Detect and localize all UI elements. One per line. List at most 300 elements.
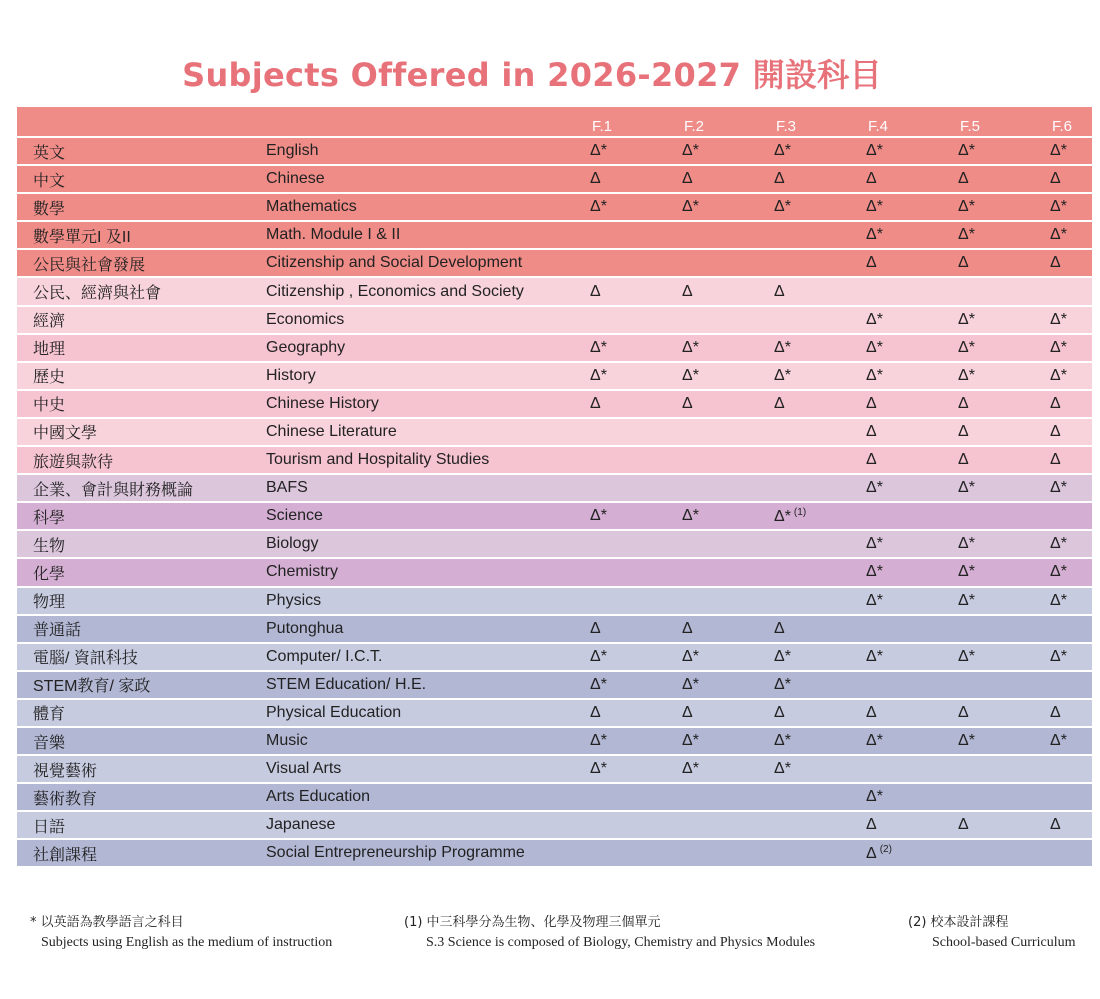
grade-header: F.5 — [958, 107, 1050, 137]
offering-mark — [774, 474, 866, 502]
offering-mark — [774, 727, 866, 755]
offering-mark — [866, 727, 958, 755]
subject-row — [17, 615, 1092, 643]
offering-mark-text: Δ* — [958, 563, 975, 581]
offering-mark — [866, 362, 958, 390]
offering-mark-text: Δ* — [590, 675, 607, 693]
subject-row — [17, 587, 1092, 615]
offering-mark-text: Δ* — [682, 338, 699, 356]
offering-mark — [866, 643, 958, 671]
offering-mark-text: Δ* — [590, 338, 607, 356]
subject-row — [17, 558, 1092, 586]
offering-mark — [590, 249, 682, 277]
offering-mark — [866, 615, 958, 643]
offering-mark — [590, 474, 682, 502]
offering-mark — [958, 755, 1050, 783]
offering-mark — [958, 783, 1050, 811]
subject-row — [17, 671, 1092, 699]
offering-mark — [866, 137, 958, 165]
offering-mark — [866, 221, 958, 249]
offering-mark — [958, 362, 1050, 390]
offering-mark — [590, 839, 682, 867]
offering-mark — [590, 165, 682, 193]
offering-mark-text: Δ* — [866, 535, 883, 553]
offering-mark-text: Δ* — [958, 647, 975, 665]
subject-name-zh: 體育 — [17, 699, 266, 727]
grade-header: F.3 — [774, 107, 866, 137]
offering-mark — [774, 811, 866, 839]
page-title: Subjects Offered in 2026-2027 開設科目 — [182, 56, 882, 94]
offering-mark-text: Δ — [590, 394, 601, 412]
offering-mark — [1050, 699, 1092, 727]
offering-mark-text: Δ* — [866, 479, 883, 497]
subject-name-zh: 企業、會計與財務概論 — [17, 474, 266, 502]
offering-mark — [682, 277, 774, 305]
offering-mark-text: Δ* — [1050, 310, 1067, 328]
offering-mark-text: Δ* — [958, 535, 975, 553]
offering-mark-text: Δ — [1050, 451, 1061, 469]
offering-mark-text: Δ* — [866, 198, 883, 216]
footnote-zh: * 以英語為教學語言之科目 — [30, 915, 184, 930]
subject-name-en: Physics — [266, 587, 590, 615]
offering-mark — [682, 727, 774, 755]
offering-mark — [590, 671, 682, 699]
subject-name-zh: 公民、經濟與社會 — [17, 277, 266, 305]
offering-mark-text: Δ — [1050, 703, 1061, 721]
offering-mark — [866, 193, 958, 221]
subject-name-en: Tourism and Hospitality Studies — [266, 446, 590, 474]
subject-name-zh: 物理 — [17, 587, 266, 615]
offering-mark — [774, 249, 866, 277]
footnote-english-medium — [30, 913, 332, 953]
offering-mark — [682, 558, 774, 586]
offering-mark — [1050, 643, 1092, 671]
offering-mark — [590, 193, 682, 221]
offering-mark-text: Δ — [958, 422, 969, 440]
subject-name-en: Mathematics — [266, 193, 590, 221]
subject-row — [17, 474, 1092, 502]
offering-mark — [1050, 334, 1092, 362]
offering-mark — [682, 839, 774, 867]
offering-mark — [682, 418, 774, 446]
subject-row — [17, 277, 1092, 305]
offering-mark-text: Δ* — [866, 732, 883, 750]
subject-name-zh: 視覺藝術 — [17, 755, 266, 783]
offering-mark-text: Δ* — [866, 647, 883, 665]
offering-mark-text: Δ — [590, 619, 601, 637]
offering-mark — [1050, 249, 1092, 277]
offering-mark — [958, 334, 1050, 362]
offering-mark — [682, 446, 774, 474]
offering-mark-text: Δ* — [682, 366, 699, 384]
subject-name-en: Economics — [266, 306, 590, 334]
offering-mark — [958, 558, 1050, 586]
offering-mark — [1050, 839, 1092, 867]
offering-mark — [866, 474, 958, 502]
subject-name-en: Math. Module I & II — [266, 221, 590, 249]
subject-name-zh: 電腦/ 資訊科技 — [17, 643, 266, 671]
offering-mark-text: Δ — [774, 619, 785, 637]
subject-row — [17, 502, 1092, 530]
offering-mark — [958, 811, 1050, 839]
subject-row — [17, 727, 1092, 755]
offering-mark — [590, 783, 682, 811]
offering-mark-text: Δ* — [866, 591, 883, 609]
offering-mark — [1050, 277, 1092, 305]
offering-mark-text: Δ* — [682, 675, 699, 693]
offering-mark-text: Δ* — [590, 760, 607, 778]
subject-row — [17, 811, 1092, 839]
offering-mark — [590, 699, 682, 727]
offering-mark — [1050, 671, 1092, 699]
offering-mark — [774, 193, 866, 221]
offering-mark — [590, 502, 682, 530]
offering-mark — [682, 530, 774, 558]
offering-mark-text: Δ* — [774, 338, 791, 356]
subject-name-zh: 化學 — [17, 558, 266, 586]
subject-name-en: Chinese Literature — [266, 418, 590, 446]
offering-mark — [682, 699, 774, 727]
offering-mark — [866, 671, 958, 699]
offering-mark-text: Δ — [682, 170, 693, 188]
offering-mark — [1050, 587, 1092, 615]
offering-mark — [774, 362, 866, 390]
subject-name-zh: 中國文學 — [17, 418, 266, 446]
offering-mark — [590, 446, 682, 474]
subject-name-en: Biology — [266, 530, 590, 558]
subject-name-zh: 日語 — [17, 811, 266, 839]
subject-name-zh: 歷史 — [17, 362, 266, 390]
offering-mark-text: Δ* — [682, 647, 699, 665]
offering-mark — [1050, 418, 1092, 446]
subject-name-zh: 普通話 — [17, 615, 266, 643]
offering-mark-text: Δ — [774, 170, 785, 188]
offering-mark — [774, 165, 866, 193]
subjects-table — [17, 107, 1092, 868]
offering-mark — [774, 446, 866, 474]
subject-row — [17, 221, 1092, 249]
offering-mark — [958, 699, 1050, 727]
offering-mark — [590, 587, 682, 615]
offering-mark — [682, 615, 774, 643]
offering-mark — [958, 587, 1050, 615]
subject-name-en: Chinese History — [266, 390, 590, 418]
offering-mark — [1050, 811, 1092, 839]
offering-mark-text: Δ — [958, 816, 969, 834]
offering-mark — [1050, 783, 1092, 811]
offering-mark — [682, 502, 774, 530]
offering-mark — [682, 671, 774, 699]
offering-mark — [682, 755, 774, 783]
subject-row — [17, 783, 1092, 811]
offering-mark — [590, 615, 682, 643]
offering-mark-text: Δ* — [682, 760, 699, 778]
offering-mark — [682, 811, 774, 839]
offering-mark — [866, 811, 958, 839]
offering-mark-text: Δ* — [1050, 338, 1067, 356]
subject-row — [17, 839, 1092, 867]
subject-row — [17, 362, 1092, 390]
subject-name-en: Physical Education — [266, 699, 590, 727]
offering-mark — [1050, 137, 1092, 165]
offering-mark-text: Δ — [958, 703, 969, 721]
offering-mark — [866, 530, 958, 558]
offering-mark — [1050, 530, 1092, 558]
offering-mark — [774, 502, 866, 530]
offering-mark — [774, 699, 866, 727]
subject-row — [17, 249, 1092, 277]
offering-mark — [774, 643, 866, 671]
offering-mark — [682, 643, 774, 671]
offering-mark-text: Δ — [682, 703, 693, 721]
offering-mark — [866, 334, 958, 362]
offering-mark-text: Δ* — [866, 226, 883, 244]
footnote-ref: (1) — [793, 506, 807, 518]
offering-mark-text: Δ — [1050, 816, 1061, 834]
footnote-en: Subjects using English as the medium of instruction — [41, 935, 333, 950]
offering-mark — [682, 587, 774, 615]
offering-mark — [958, 165, 1050, 193]
offering-mark — [866, 587, 958, 615]
offering-mark-text: Δ — [774, 394, 785, 412]
footnote-en: S.3 Science is composed of Biology, Chemistry and Physics Modules — [426, 935, 816, 950]
offering-mark — [958, 727, 1050, 755]
offering-mark-text: Δ* — [682, 732, 699, 750]
grade-header: F.4 — [866, 107, 958, 137]
offering-mark — [1050, 306, 1092, 334]
grade-header: F.6 — [1050, 107, 1092, 137]
footnote-science-modules — [404, 913, 815, 953]
offering-mark — [958, 277, 1050, 305]
subject-name-zh: 數學 — [17, 193, 266, 221]
offering-mark — [1050, 165, 1092, 193]
subject-row — [17, 165, 1092, 193]
subject-name-en: Chemistry — [266, 558, 590, 586]
subject-name-en: Putonghua — [266, 615, 590, 643]
offering-mark — [774, 783, 866, 811]
subject-name-en: English — [266, 137, 590, 165]
subject-name-zh: 中文 — [17, 165, 266, 193]
subject-row — [17, 306, 1092, 334]
subject-name-zh: 旅遊與款待 — [17, 446, 266, 474]
subject-name-zh: 科學 — [17, 502, 266, 530]
offering-mark — [866, 165, 958, 193]
offering-mark — [958, 446, 1050, 474]
offering-mark — [774, 137, 866, 165]
offering-mark-text: Δ — [1050, 394, 1061, 412]
offering-mark-text: Δ* — [1050, 732, 1067, 750]
offering-mark — [866, 558, 958, 586]
offering-mark — [1050, 727, 1092, 755]
grade-header: F.2 — [682, 107, 774, 137]
offering-mark — [682, 783, 774, 811]
offering-mark-text: Δ* — [1050, 647, 1067, 665]
footnote-ref: (2) — [879, 843, 892, 855]
offering-mark — [774, 277, 866, 305]
offering-mark-text: Δ — [774, 282, 785, 300]
subject-name-en: Chinese — [266, 165, 590, 193]
subject-name-zh: 藝術教育 — [17, 783, 266, 811]
offering-mark-text: Δ* — [774, 732, 791, 750]
subject-row — [17, 530, 1092, 558]
offering-mark — [590, 530, 682, 558]
footnote-zh: (1) 中三科學分為生物、化學及物理三個單元 — [404, 915, 661, 930]
offering-mark — [590, 755, 682, 783]
offering-mark-text: Δ* — [774, 760, 791, 778]
offering-mark-text: Δ — [958, 254, 969, 272]
subject-name-en: STEM Education/ H.E. — [266, 671, 590, 699]
offering-mark — [774, 755, 866, 783]
offering-mark-text: Δ* — [1050, 366, 1067, 384]
offering-mark — [1050, 755, 1092, 783]
offering-mark — [1050, 502, 1092, 530]
offering-mark-text: Δ* — [774, 142, 791, 160]
offering-mark — [866, 446, 958, 474]
offering-mark-text: Δ* — [1050, 226, 1067, 244]
offering-mark — [590, 334, 682, 362]
offering-mark — [958, 193, 1050, 221]
offering-mark — [866, 699, 958, 727]
subject-name-en: Computer/ I.C.T. — [266, 643, 590, 671]
offering-mark-text: Δ* — [774, 198, 791, 216]
subject-name-en: Music — [266, 727, 590, 755]
offering-mark-text: Δ* — [1050, 591, 1067, 609]
offering-mark — [682, 362, 774, 390]
offering-mark — [682, 165, 774, 193]
offering-mark — [958, 530, 1050, 558]
offering-mark — [958, 249, 1050, 277]
offering-mark-text: Δ* — [1050, 142, 1067, 160]
offering-mark-text: Δ — [1050, 422, 1061, 440]
subject-name-zh: 英文 — [17, 137, 266, 165]
offering-mark-text: Δ — [590, 170, 601, 188]
offering-mark-text: Δ* — [1050, 535, 1067, 553]
offering-mark-text: Δ* — [866, 310, 883, 328]
subject-name-zh: 經濟 — [17, 306, 266, 334]
subject-row — [17, 137, 1092, 165]
offering-mark-text: Δ — [590, 703, 601, 721]
offering-mark — [774, 839, 866, 867]
offering-mark — [958, 390, 1050, 418]
offering-mark-text: Δ* — [958, 142, 975, 160]
subject-name-zh: 數學單元I 及II — [17, 221, 266, 249]
offering-mark-text: Δ* — [590, 142, 607, 160]
offering-mark — [682, 306, 774, 334]
offering-mark-text: Δ — [774, 703, 785, 721]
offering-mark-text: Δ* — [958, 366, 975, 384]
offering-mark-text: Δ* — [958, 226, 975, 244]
offering-mark-text: Δ* — [958, 198, 975, 216]
offering-mark-text: Δ* — [866, 788, 883, 806]
offering-mark — [590, 277, 682, 305]
offering-mark — [1050, 221, 1092, 249]
offering-mark — [590, 643, 682, 671]
offering-mark — [590, 418, 682, 446]
offering-mark-text: Δ* — [682, 142, 699, 160]
subject-row — [17, 446, 1092, 474]
offering-mark — [590, 727, 682, 755]
offering-mark-text: Δ — [866, 254, 877, 272]
offering-mark — [1050, 474, 1092, 502]
offering-mark-text: Δ* — [1050, 198, 1067, 216]
subject-name-zh: 音樂 — [17, 727, 266, 755]
offering-mark — [866, 418, 958, 446]
subject-row — [17, 755, 1092, 783]
offering-mark — [866, 502, 958, 530]
offering-mark-text: Δ — [682, 394, 693, 412]
subject-name-en: Arts Education — [266, 783, 590, 811]
offering-mark — [866, 306, 958, 334]
subject-name-en: History — [266, 362, 590, 390]
offering-mark-text: Δ* — [682, 507, 699, 525]
subject-name-en: Citizenship and Social Development — [266, 249, 590, 277]
subject-name-en: Visual Arts — [266, 755, 590, 783]
subject-name-en: Science — [266, 502, 590, 530]
offering-mark-text: Δ* — [958, 479, 975, 497]
offering-mark — [774, 306, 866, 334]
footnote-zh: (2) 校本設計課程 — [908, 915, 1009, 930]
offering-mark-text: Δ* — [958, 591, 975, 609]
offering-mark-text: Δ* — [866, 366, 883, 384]
offering-mark — [958, 643, 1050, 671]
offering-mark — [774, 334, 866, 362]
offering-mark-text: Δ* — [958, 338, 975, 356]
offering-mark-text: Δ — [958, 451, 969, 469]
offering-mark-text: Δ — [866, 844, 877, 862]
offering-mark-text: Δ — [866, 816, 877, 834]
offering-mark-text: Δ — [958, 170, 969, 188]
subject-name-en: Citizenship , Economics and Society — [266, 277, 590, 305]
offering-mark — [774, 615, 866, 643]
offering-mark — [958, 502, 1050, 530]
subject-row — [17, 643, 1092, 671]
offering-mark-text: Δ* — [774, 507, 791, 525]
offering-mark — [958, 671, 1050, 699]
offering-mark-text: Δ — [866, 422, 877, 440]
offering-mark-text: Δ* — [866, 338, 883, 356]
subject-name-en: Japanese — [266, 811, 590, 839]
offering-mark — [866, 755, 958, 783]
offering-mark — [590, 362, 682, 390]
offering-mark — [682, 334, 774, 362]
offering-mark-text: Δ* — [774, 366, 791, 384]
offering-mark-text: Δ — [682, 282, 693, 300]
offering-mark — [682, 390, 774, 418]
offering-mark — [590, 558, 682, 586]
offering-mark — [866, 783, 958, 811]
offering-mark — [590, 390, 682, 418]
subject-name-zh: 社創課程 — [17, 839, 266, 867]
offering-mark-text: Δ* — [590, 198, 607, 216]
offering-mark — [590, 221, 682, 249]
subject-name-zh: STEM教育/ 家政 — [17, 671, 266, 699]
subject-row — [17, 193, 1092, 221]
offering-mark — [866, 249, 958, 277]
offering-mark — [774, 418, 866, 446]
offering-mark — [1050, 615, 1092, 643]
offering-mark — [1050, 390, 1092, 418]
offering-mark — [958, 839, 1050, 867]
offering-mark-text: Δ* — [590, 647, 607, 665]
offering-mark — [958, 474, 1050, 502]
offering-mark-text: Δ — [1050, 170, 1061, 188]
offering-mark-text: Δ — [866, 451, 877, 469]
offering-mark — [682, 474, 774, 502]
offering-mark-text: Δ* — [590, 507, 607, 525]
offering-mark-text: Δ* — [682, 198, 699, 216]
offering-mark-text: Δ — [866, 703, 877, 721]
subject-name-zh: 公民與社會發展 — [17, 249, 266, 277]
